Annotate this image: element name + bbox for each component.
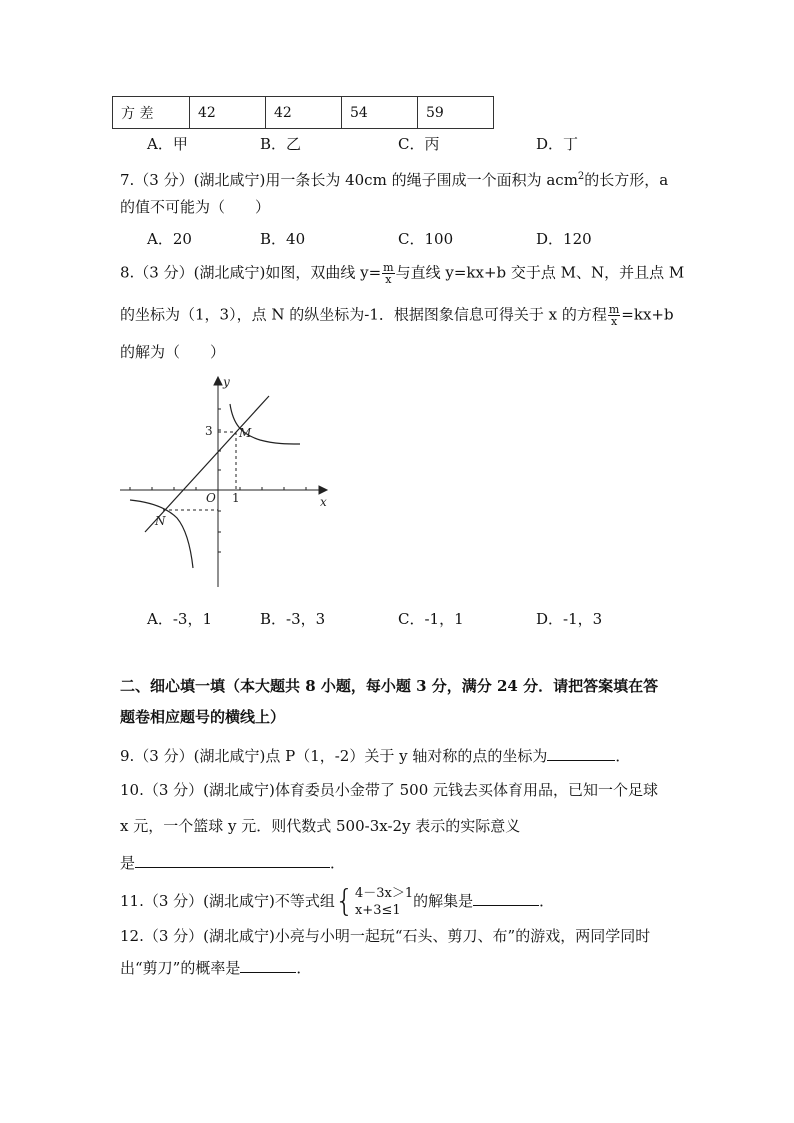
table-row-label: 方 差 — [113, 97, 190, 129]
q12-text: 出“剪刀”的概率是 — [120, 959, 241, 977]
q8-option-b: B．-3，3 — [260, 610, 326, 628]
q8-option-d: D．-1，3 — [536, 610, 603, 628]
q8-line-2 — [120, 304, 674, 327]
fraction-numerator: m — [608, 303, 620, 316]
point-n-label: N — [155, 514, 166, 528]
q8-line-1 — [120, 262, 684, 285]
straight-line — [145, 396, 269, 532]
table-cell: 42 — [266, 97, 342, 129]
inequality-2: x+3≤1 — [354, 903, 401, 918]
y-axis-label: y — [223, 375, 230, 389]
table-cell: 42 — [190, 97, 266, 129]
section-heading-cont: 题卷相应题号的横线上） — [120, 708, 286, 726]
q11-answer-blank — [473, 891, 539, 906]
q11-line — [120, 884, 554, 918]
q12-line-1: 12.（3 分）(湖北咸宁)小亮与小明一起玩“石头、剪刀、布”的游戏，两同学同时 — [120, 927, 651, 945]
q8-text-2: 的坐标为（1，3），点 N 的纵坐标为-1．根据图象信息可得关于 x 的方程 — [120, 305, 607, 324]
brace-icon: { — [334, 884, 354, 919]
q8-fraction-2 — [608, 304, 620, 327]
fraction-denominator: x — [610, 315, 618, 328]
q10-line-2: x 元，一个篮球 y 元．则代数式 500-3x-2y 表示的实际意义 — [120, 817, 521, 835]
table-cell: 59 — [418, 97, 494, 129]
q11-text-end: ． — [539, 892, 555, 910]
q10-text-end: ． — [330, 854, 346, 872]
q9-text-end: ． — [615, 747, 631, 765]
q11-text-mid: 的解集是 — [413, 892, 474, 910]
q7-option-b: B．40 — [260, 230, 306, 248]
fraction-denominator: x — [385, 273, 392, 286]
q8-fraction — [382, 262, 394, 285]
origin-label: O — [206, 491, 216, 505]
q7-option-d: D．120 — [536, 230, 592, 248]
x-tick-label-1: 1 — [232, 491, 240, 505]
point-m-label: M — [239, 426, 252, 440]
q8-text-2-end: =kx+b — [621, 305, 674, 324]
q6-option-b: B．乙 — [260, 135, 302, 153]
q12-line-2 — [120, 958, 311, 978]
fraction-numerator: m — [383, 261, 394, 274]
q10-line-1: 10.（3 分）(湖北咸宁)体育委员小金带了 500 元钱去买体育用品，已知一个足球 — [120, 781, 659, 799]
q6-option-d: D．丁 — [536, 135, 579, 153]
q8-option-a: A．-3，1 — [147, 610, 212, 628]
table-row — [113, 97, 494, 129]
q7-option-c: C．100 — [398, 230, 454, 248]
q12-answer-blank — [240, 958, 296, 973]
q8-graph — [115, 372, 335, 592]
q7-text: 7.（3 分）(湖北咸宁)用一条长为 40cm 的绳子围成一个面积为 acm — [120, 171, 578, 189]
q7-line-1 — [120, 167, 668, 190]
q6-option-c: C．丙 — [398, 135, 440, 153]
y-tick-label-3: 3 — [205, 424, 213, 438]
y-axis-arrow — [214, 377, 222, 385]
q7-superscript: 2 — [577, 171, 585, 182]
q12-text-end: ． — [296, 959, 312, 977]
inequality-1: 4－3x＞1 — [354, 886, 414, 901]
section-heading: 二、细心填一填（本大题共 8 小题，每小题 3 分，满分 24 分．请把答案填在答 — [120, 677, 659, 695]
x-axis-label: x — [320, 495, 327, 509]
q7-text-end: 的长方形，a — [584, 171, 669, 189]
q8-option-c: C．-1，1 — [398, 610, 464, 628]
q11-inequality-system — [355, 885, 413, 919]
q10-line-3 — [120, 853, 345, 873]
x-axis-arrow — [319, 486, 327, 494]
variance-table — [112, 96, 494, 129]
q8-text-end: 与直线 y=kx+b 交于点 M、N，并且点 M — [395, 263, 685, 282]
table-cell: 54 — [342, 97, 418, 129]
q8-line-3: 的解为（ ） — [120, 343, 226, 361]
q7-line-2: 的值不可能为（ ） — [120, 198, 271, 216]
q9-answer-blank — [547, 746, 615, 761]
q10-text: 是 — [120, 854, 136, 872]
q10-answer-blank — [135, 853, 330, 868]
q8-text: 8.（3 分）(湖北咸宁)如图，双曲线 y= — [120, 263, 382, 282]
q11-text: 11.（3 分）(湖北咸宁)不等式组 — [120, 892, 335, 910]
q9-text: 9.（3 分）(湖北咸宁)点 P（1，-2）关于 y 轴对称的点的坐标为 — [120, 747, 548, 765]
q6-option-a: A．甲 — [147, 135, 188, 153]
q9-line — [120, 746, 630, 766]
q7-option-a: A．20 — [147, 230, 192, 248]
